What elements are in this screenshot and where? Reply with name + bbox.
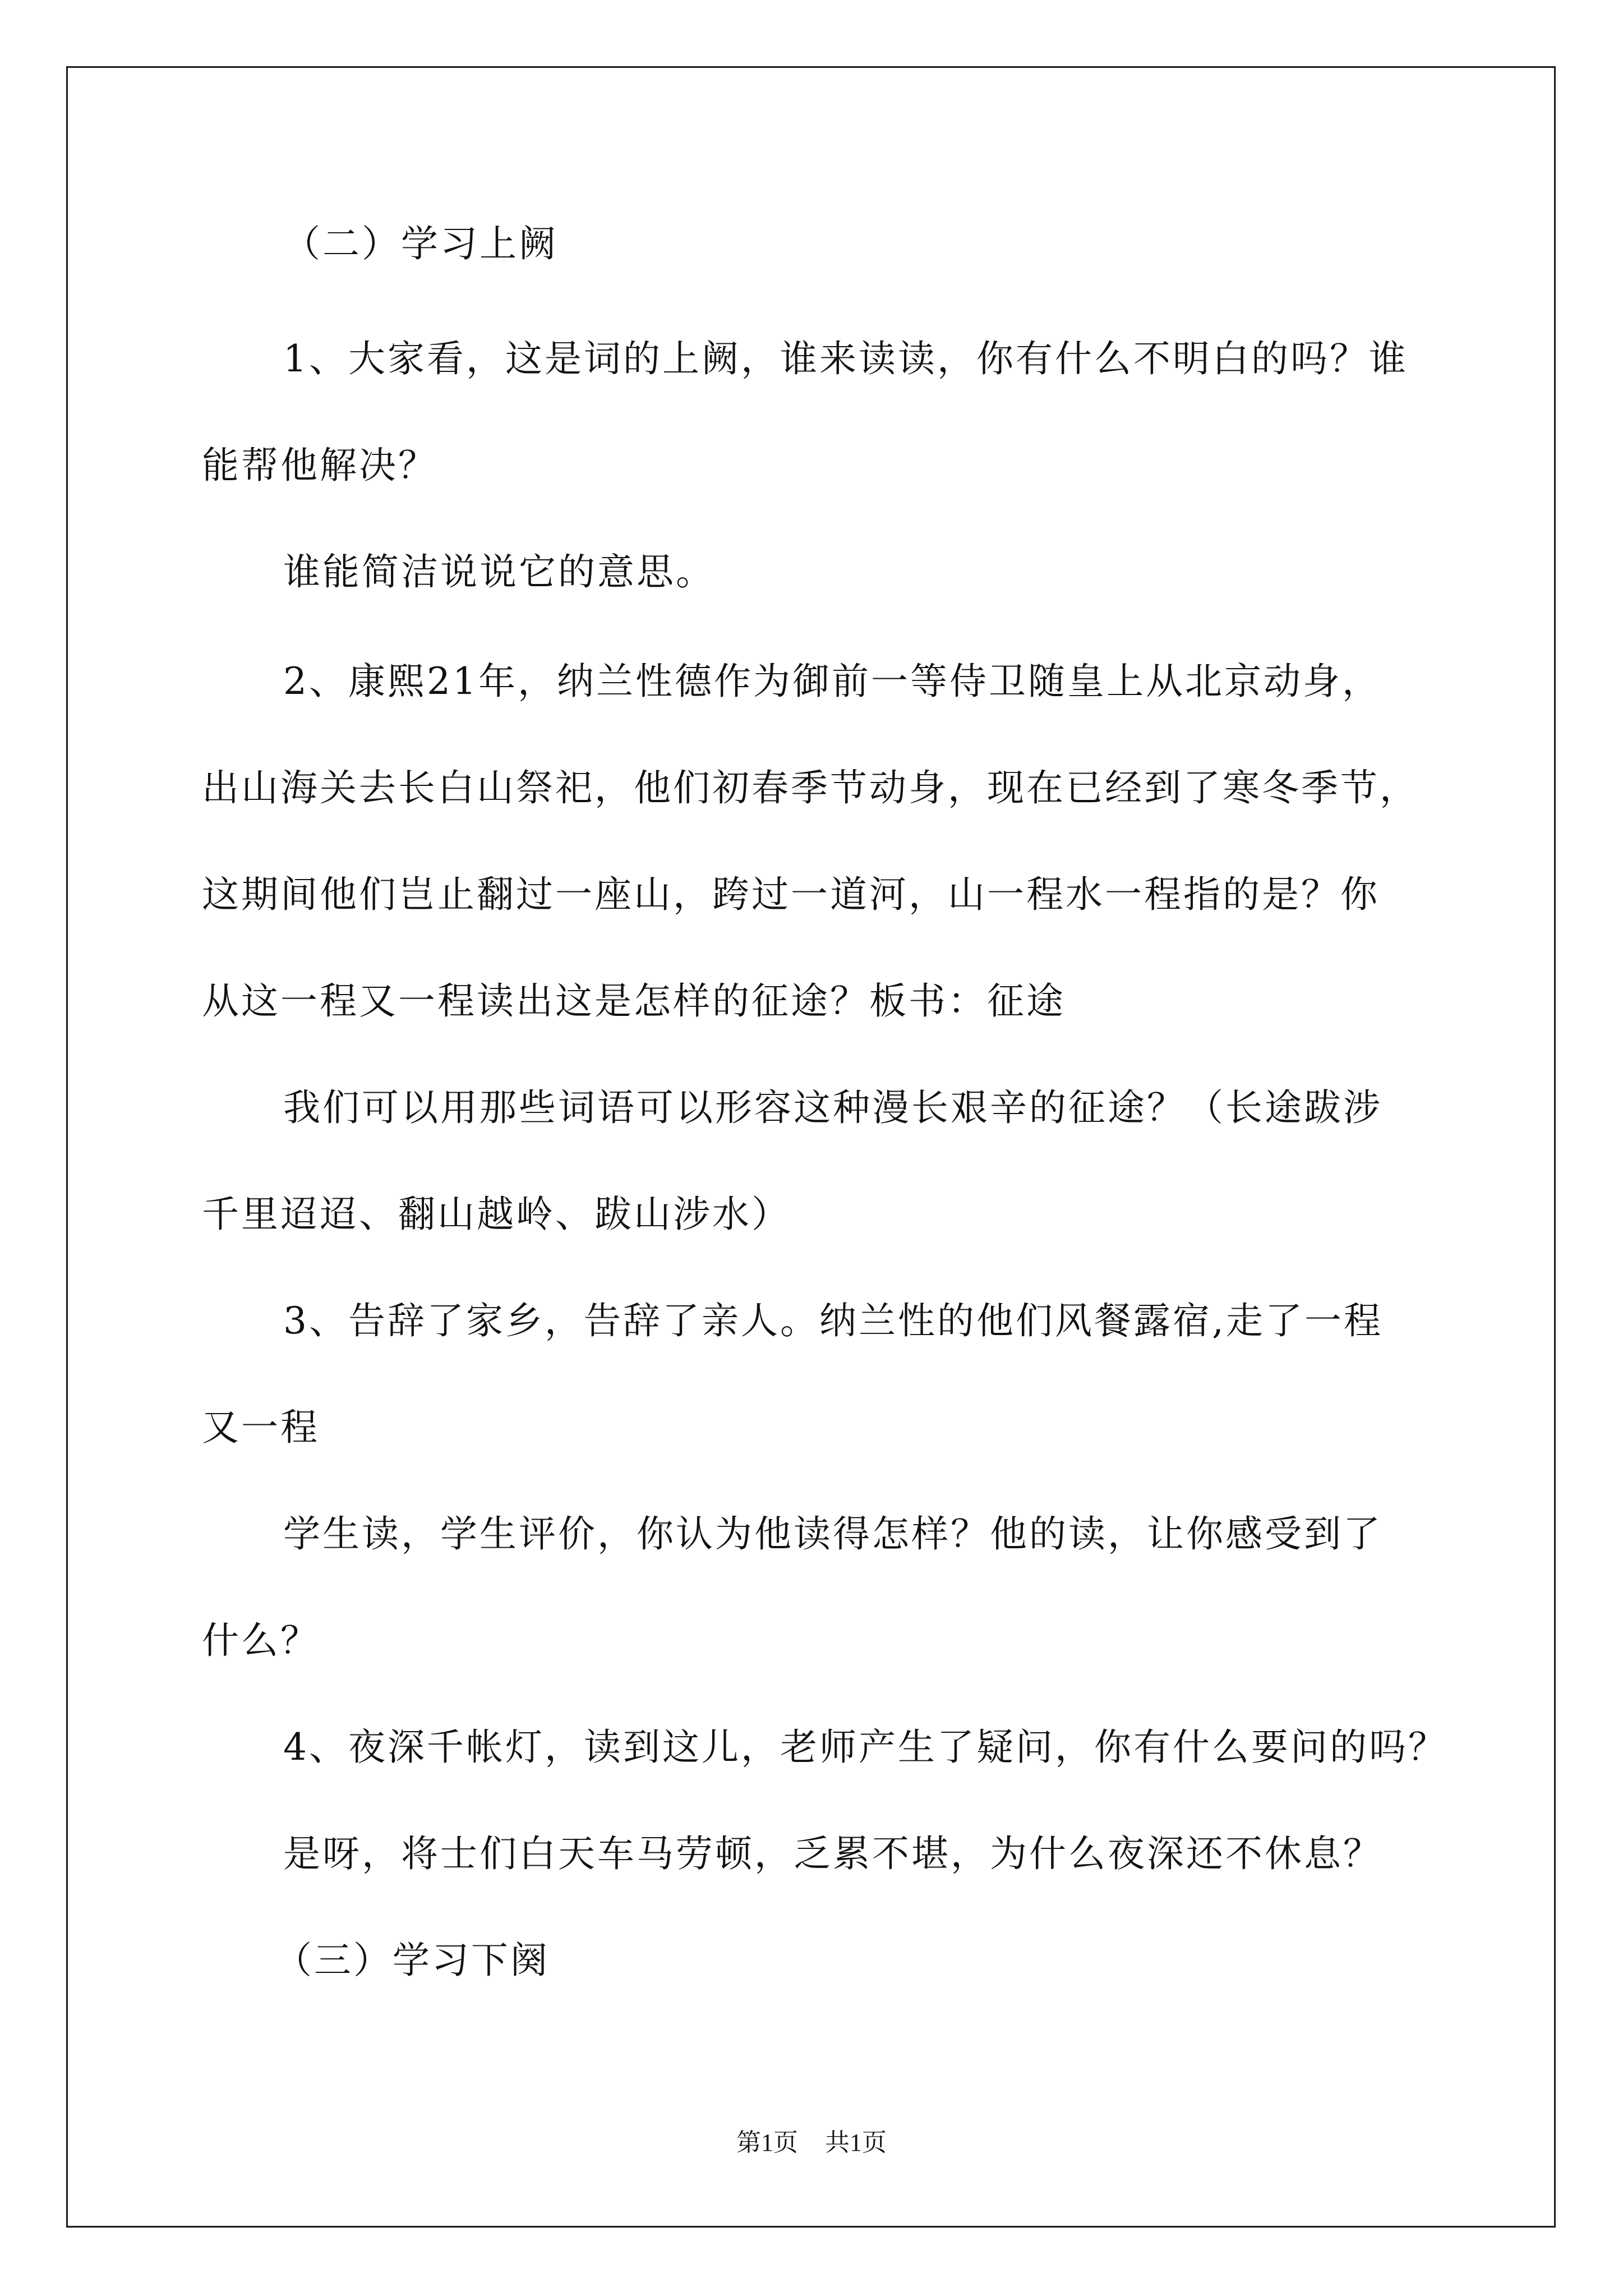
page-footer (0, 2129, 1623, 2157)
paragraph-line: 学生读，学生评价，你认为他读得怎样？他的读，让你感受到了 (283, 1512, 1382, 1556)
paragraph-line: 能帮他解决？ (202, 444, 437, 487)
page-number-total: 共1页 (825, 2129, 887, 2156)
paragraph-line: 3、告辞了家乡，告辞了亲人。纳兰性的他们风餐露宿,走了一程 (283, 1299, 1383, 1342)
paragraph-line: 从这一程又一程读出这是怎样的征途？板书：征途 (202, 979, 1066, 1023)
paragraph-line: 4、夜深千帐灯，读到这儿，老师产生了疑问，你有什么要问的吗？ (283, 1726, 1447, 1769)
paragraph-line: 又一程 (202, 1406, 320, 1449)
paragraph-line: 这期间他们岂止翻过一座山，跨过一道河，山一程水一程指的是？你 (202, 873, 1380, 916)
paragraph-line: 我们可以用那些词语可以形容这种漫长艰辛的征途？（长途跋涉 (283, 1086, 1382, 1129)
paragraph-line: 谁能简洁说说它的意思。 (283, 550, 715, 593)
paragraph-line: 2、康熙21年，纳兰性德作为御前一等侍卫随皇上从北京动身， (283, 660, 1381, 703)
page-number-current: 第1页 (736, 2129, 798, 2156)
paragraph-line: 1、大家看，这是词的上阙，谁来读读，你有什么不明白的吗？谁 (283, 337, 1408, 380)
page-border (66, 66, 1556, 2228)
paragraph-line: 千里迢迢、翻山越岭、跋山涉水） (202, 1193, 791, 1236)
section-heading-upper-stanza: （二）学习上阙 (283, 222, 558, 265)
paragraph-line: 是呀，将士们白天车马劳顿，乏累不堪，为什么夜深还不休息？ (283, 1832, 1382, 1875)
paragraph-line: 什么？ (202, 1619, 320, 1662)
section-heading-lower-stanza: （三）学习下阕 (275, 1939, 550, 1982)
paragraph-line: 出山海关去长白山祭祀，他们初春季节动身，现在已经到了寒冬季节， (202, 766, 1419, 809)
